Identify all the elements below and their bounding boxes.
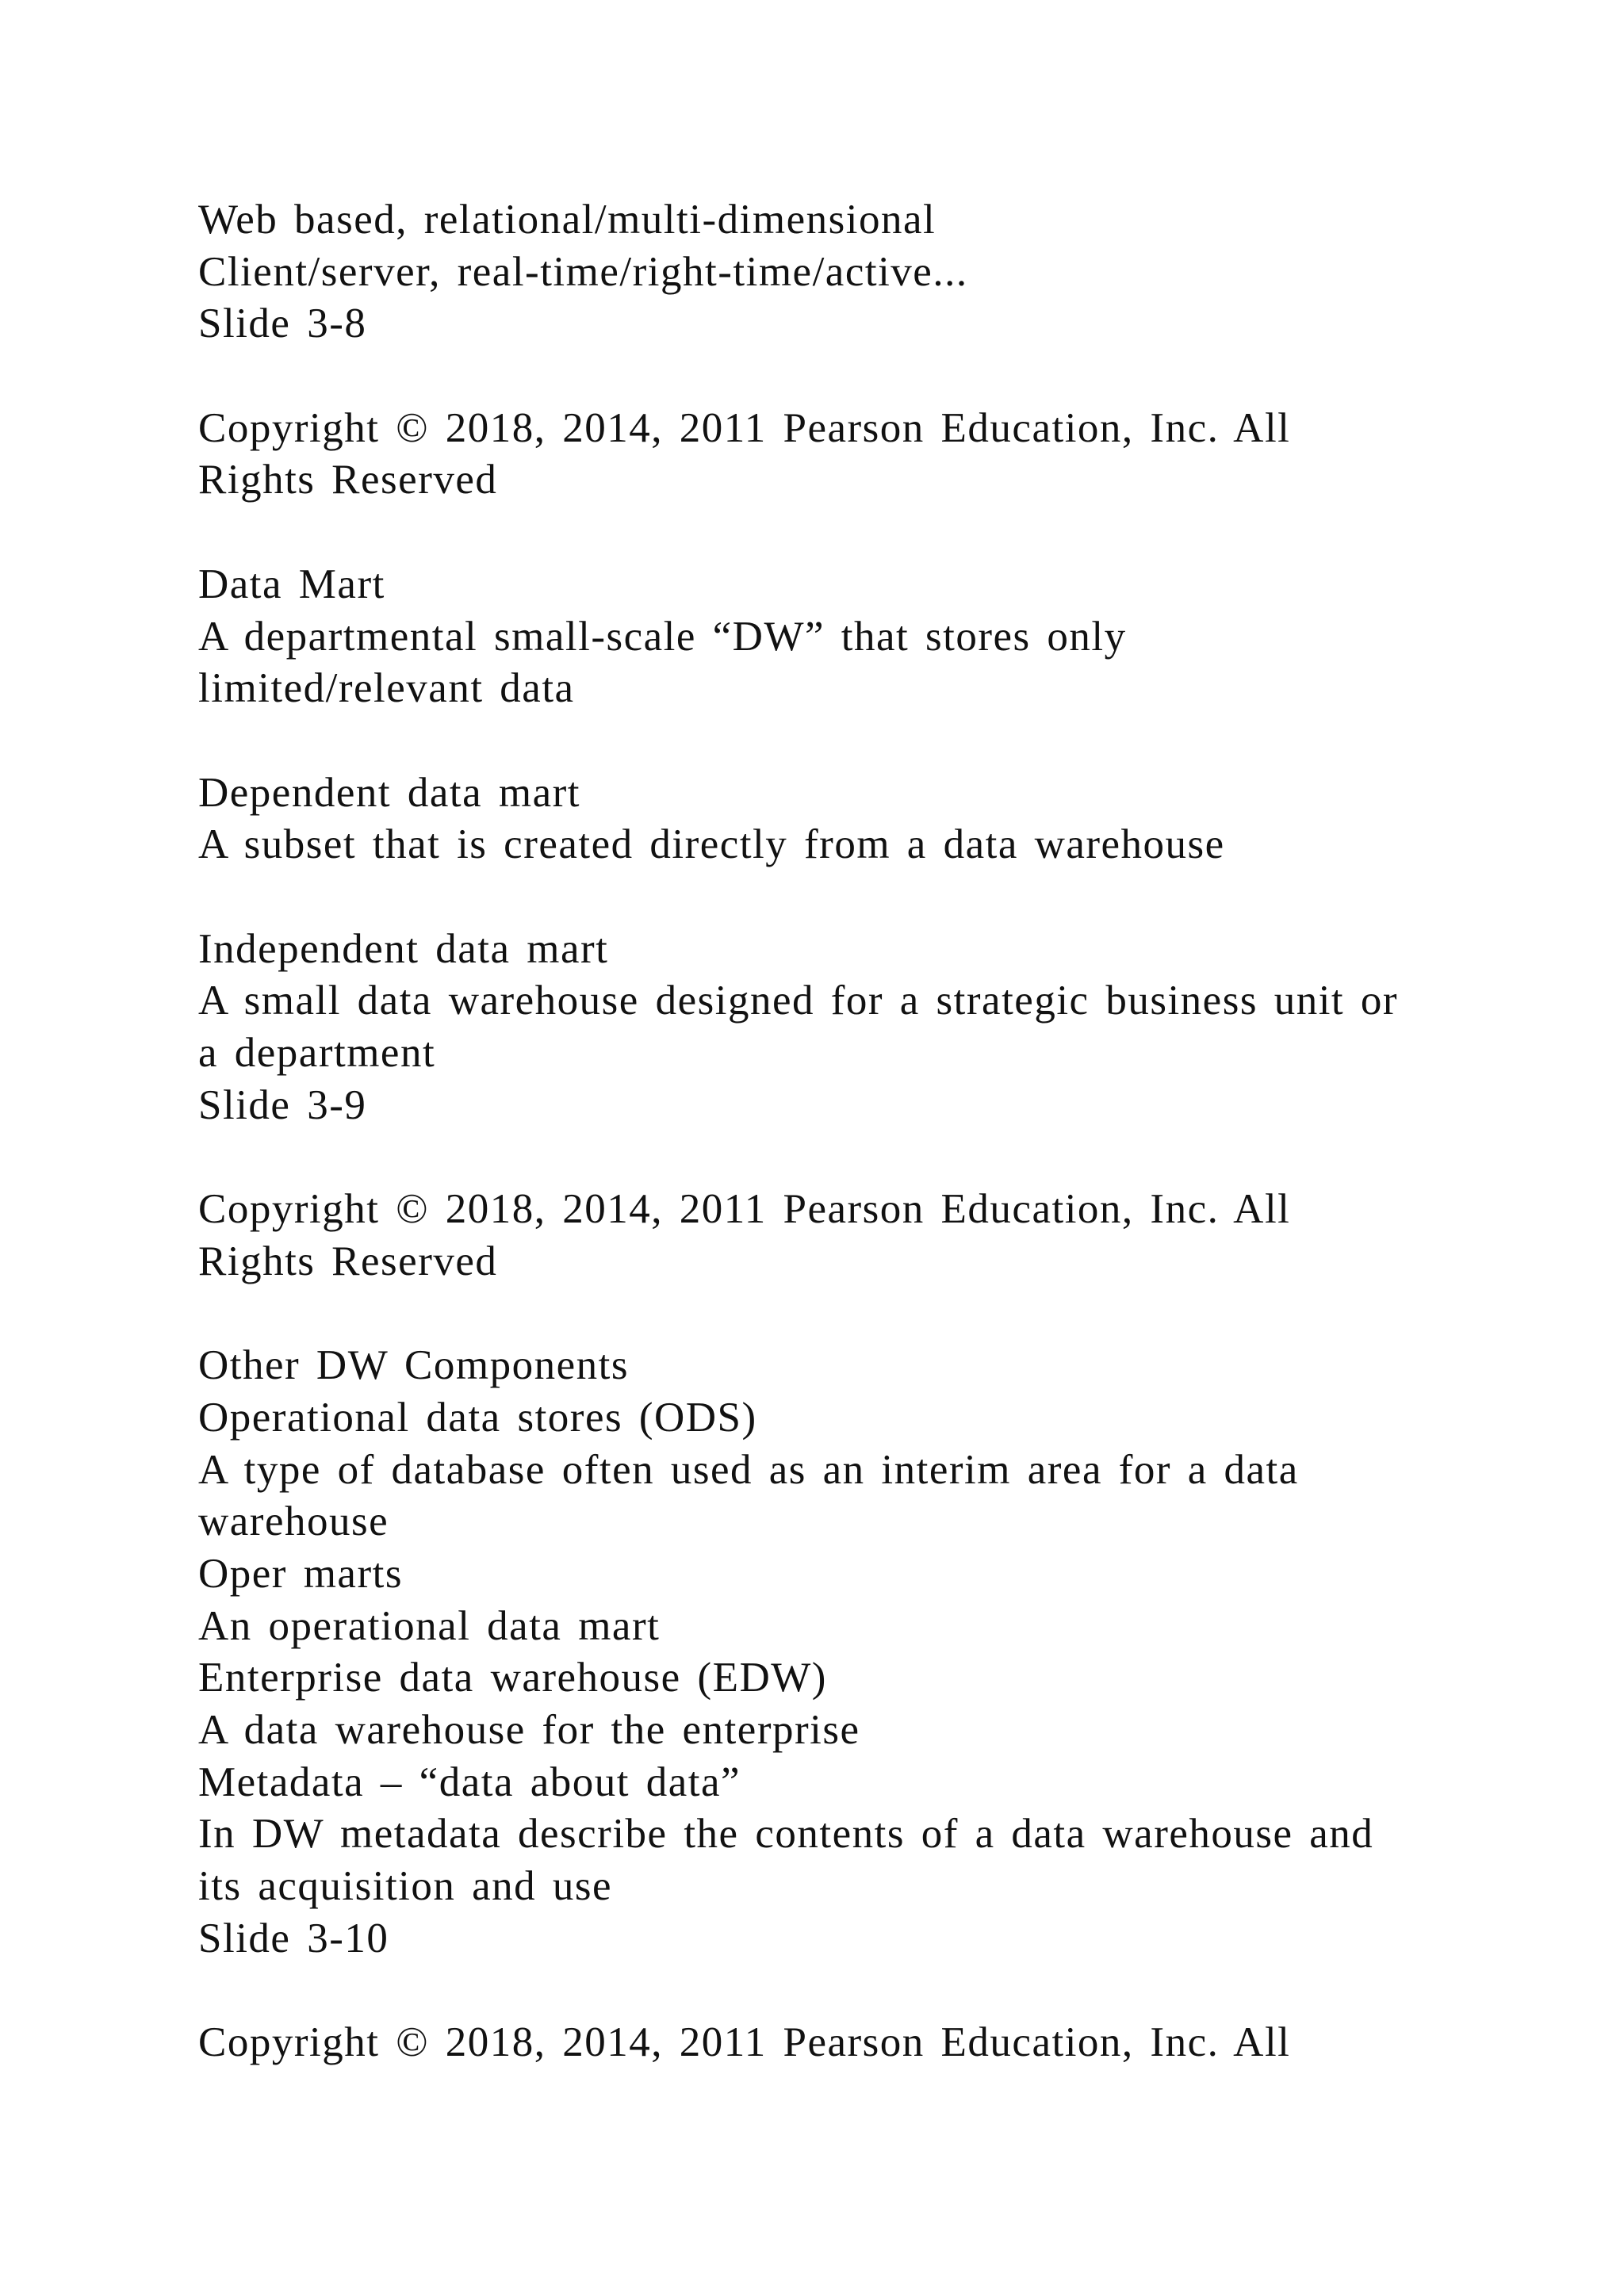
slide-number: Slide 3-10 bbox=[198, 1915, 389, 1961]
blank-line bbox=[198, 1965, 1507, 2017]
text-line: warehouse bbox=[198, 1498, 389, 1545]
slide-number: Slide 3-8 bbox=[198, 300, 367, 347]
text-line: Client/server, real-time/right-time/active... bbox=[198, 248, 968, 295]
text-line: Web based, relational/multi-dimensional bbox=[198, 197, 936, 243]
blank-line bbox=[198, 871, 1507, 924]
blank-line bbox=[198, 1288, 1507, 1340]
section-heading: Independent data mart bbox=[198, 925, 609, 972]
text-line: A type of database often used as an interim area for a data bbox=[198, 1446, 1299, 1493]
text-line: A small data warehouse designed for a strategic business unit or bbox=[198, 978, 1399, 1024]
text-line: In DW metadata describe the contents of a data warehouse and bbox=[198, 1811, 1374, 1858]
text-line: a department bbox=[198, 1030, 436, 1076]
text-line: its acquisition and use bbox=[198, 1863, 613, 1909]
text-line: A departmental small-scale “DW” that stores only bbox=[198, 613, 1127, 660]
section-heading: Other DW Components bbox=[198, 1342, 629, 1389]
text-line: Metadata – “data about data” bbox=[198, 1758, 741, 1805]
blank-line bbox=[198, 1131, 1507, 1184]
blank-line bbox=[198, 715, 1507, 767]
text-line: Enterprise data warehouse (EDW) bbox=[198, 1655, 827, 1701]
text-line: A subset that is created directly from a data warehouse bbox=[198, 821, 1225, 868]
document-text-body bbox=[198, 194, 1507, 2069]
copyright-line: Copyright © 2018, 2014, 2011 Pearson Education, Inc. All bbox=[198, 2019, 1291, 2066]
text-line: Operational data stores (ODS) bbox=[198, 1394, 757, 1441]
copyright-line: Copyright © 2018, 2014, 2011 Pearson Education, Inc. All bbox=[198, 404, 1291, 451]
blank-line bbox=[198, 507, 1507, 559]
section-heading: Data Mart bbox=[198, 561, 385, 607]
text-line: limited/relevant data bbox=[198, 665, 575, 712]
copyright-line: Rights Reserved bbox=[198, 457, 498, 503]
text-line: A data warehouse for the enterprise bbox=[198, 1706, 860, 1753]
slide-number: Slide 3-9 bbox=[198, 1081, 367, 1128]
text-line: Oper marts bbox=[198, 1550, 403, 1597]
section-heading: Dependent data mart bbox=[198, 769, 580, 816]
text-line: An operational data mart bbox=[198, 1602, 661, 1649]
blank-line bbox=[198, 350, 1507, 403]
copyright-line: Rights Reserved bbox=[198, 1238, 498, 1284]
copyright-line: Copyright © 2018, 2014, 2011 Pearson Education, Inc. All bbox=[198, 1186, 1291, 1233]
